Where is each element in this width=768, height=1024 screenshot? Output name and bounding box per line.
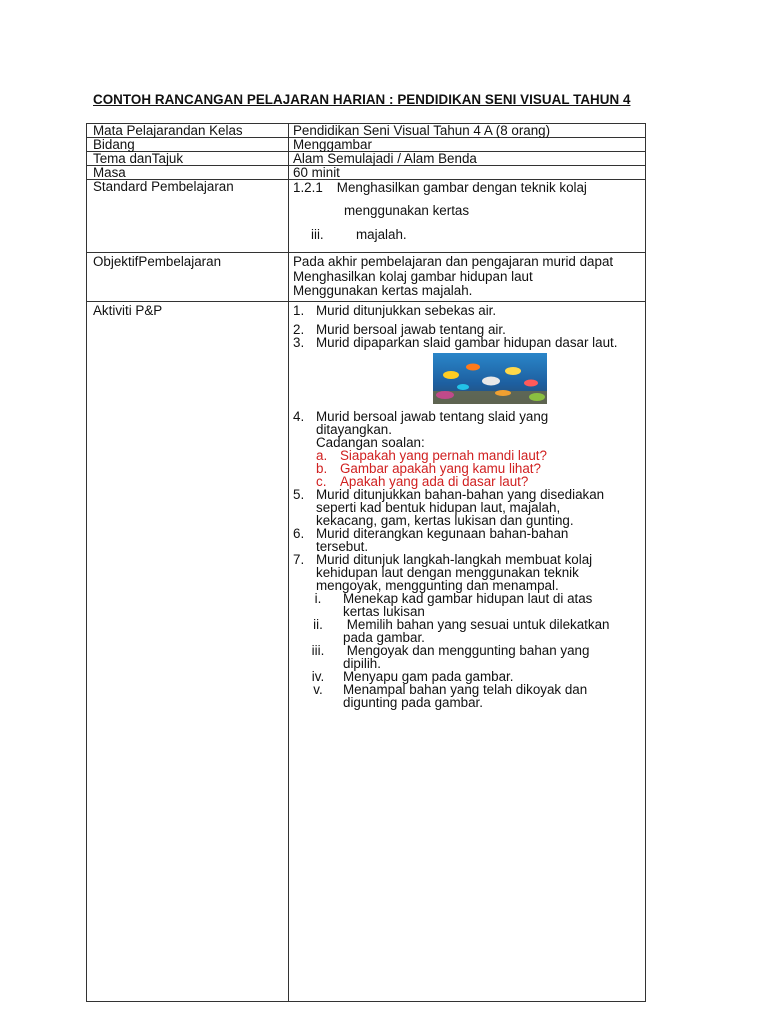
item-continuation: kekacang, gam, kertas lukisan dan gunting. bbox=[316, 513, 574, 528]
page-title: CONTOH RANCANGAN PELAJARAN HARIAN : PENDIDIKAN SENI VISUAL TAHUN 4 bbox=[93, 92, 631, 107]
standard-code: 1.2.1 bbox=[293, 180, 323, 195]
step-continuation: pada gambar. bbox=[343, 630, 425, 645]
step-numeral: iii. bbox=[311, 643, 325, 658]
item-continuation: mengoyak, menggunting dan menampal. bbox=[316, 578, 559, 593]
list-item bbox=[293, 336, 641, 349]
step-numeral: v. bbox=[313, 682, 323, 697]
step-numeral: i. bbox=[314, 591, 322, 606]
table-row bbox=[87, 124, 646, 138]
fish-shape bbox=[457, 384, 469, 390]
step-text: Mengoyak dan menggunting bahan yang bbox=[343, 643, 590, 658]
table-row bbox=[87, 180, 646, 253]
row-label-objektif: ObjektifPembelajaran bbox=[87, 253, 289, 302]
objektif-line: Pada akhir pembelajaran dan pengajaran murid dapat bbox=[293, 254, 614, 269]
fish-shape bbox=[524, 380, 538, 387]
item-continuation: seperti kad bentuk hidupan laut, majalah, bbox=[316, 500, 561, 515]
standard-roman: iii. bbox=[311, 227, 324, 242]
fish-shape bbox=[443, 371, 459, 379]
item-number: 7. bbox=[293, 552, 305, 567]
step-text: Menampal bahan yang telah dikoyak dan bbox=[343, 682, 588, 697]
row-value-tema: Alam Semulajadi / Alam Benda bbox=[289, 152, 646, 166]
item-text: Murid dipaparkan slaid gambar hidupan dasar laut. bbox=[316, 335, 618, 350]
row-value-standard bbox=[289, 180, 646, 253]
step-continuation: dipilih. bbox=[343, 656, 381, 671]
lesson-plan-table bbox=[86, 123, 646, 1002]
table-row bbox=[87, 166, 646, 180]
step-text: Menyapu gam pada gambar. bbox=[343, 669, 514, 684]
step-continuation: kertas lukisan bbox=[343, 604, 425, 619]
coral-shape bbox=[436, 391, 454, 399]
coral-shape bbox=[495, 390, 511, 396]
question-text: Gambar apakah yang kamu lihat? bbox=[340, 461, 541, 476]
step-text: Menekap kad gambar hidupan laut di atas bbox=[343, 591, 593, 606]
row-label-tema: Tema danTajuk bbox=[87, 152, 289, 166]
fish-shape bbox=[505, 367, 521, 375]
item-number: 2. bbox=[293, 322, 305, 337]
item-continuation: tersebut. bbox=[316, 539, 369, 554]
table-row bbox=[87, 152, 646, 166]
step-numeral: ii. bbox=[313, 617, 323, 632]
question-text: Apakah yang ada di dasar laut? bbox=[340, 474, 529, 489]
row-value-aktiviti bbox=[289, 302, 646, 1002]
row-label-mata-pelajaran: Mata Pelajarandan Kelas bbox=[87, 124, 289, 138]
standard-line-1 bbox=[293, 180, 641, 199]
item-number: 6. bbox=[293, 526, 305, 541]
underwater-fish-image bbox=[433, 353, 547, 404]
row-label-aktiviti: Aktiviti P&P bbox=[87, 302, 289, 1002]
item-continuation: Cadangan soalan: bbox=[316, 435, 425, 450]
row-value-bidang: Menggambar bbox=[289, 138, 646, 152]
item-number: 1. bbox=[293, 303, 305, 318]
standard-line-3 bbox=[293, 223, 641, 247]
row-label-bidang: Bidang bbox=[87, 138, 289, 152]
item-text: Murid bersoal jawab tentang slaid yang bbox=[316, 409, 549, 424]
list-item bbox=[293, 319, 641, 336]
item-text: Murid ditunjukkan bahan-bahan yang disediakan bbox=[316, 487, 605, 502]
item-number: 5. bbox=[293, 487, 305, 502]
step-numeral: iv. bbox=[311, 669, 325, 684]
item-number: 3. bbox=[293, 335, 305, 350]
row-value-masa: 60 minit bbox=[289, 166, 646, 180]
question-letter: a. bbox=[316, 448, 328, 463]
step-continuation: digunting pada gambar. bbox=[343, 695, 483, 710]
objektif-line: Menghasilkan kolaj gambar hidupan laut bbox=[293, 268, 533, 284]
question-letter: b. bbox=[316, 461, 328, 476]
table-row bbox=[87, 253, 646, 302]
item-text: Murid ditunjukkan sebekas air. bbox=[316, 303, 497, 318]
item-continuation: ditayangkan. bbox=[316, 422, 392, 437]
standard-text-1: Menghasilkan gambar dengan teknik kolaj bbox=[336, 180, 587, 195]
item-continuation: kehidupan laut dengan menggunakan teknik bbox=[316, 565, 579, 580]
fish-shape bbox=[482, 377, 500, 386]
standard-line-2: menggunakan kertas bbox=[344, 203, 470, 218]
question-letter: c. bbox=[316, 474, 327, 489]
row-value-objektif bbox=[289, 253, 646, 302]
row-label-masa: Masa bbox=[87, 166, 289, 180]
fish-shape bbox=[466, 364, 480, 371]
item-text: Murid diterangkan kegunaan bahan-bahan bbox=[316, 526, 569, 541]
coral-shape bbox=[529, 393, 545, 401]
question-text: Siapakah yang pernah mandi laut? bbox=[340, 448, 547, 463]
item-text: Murid bersoal jawab tentang air. bbox=[316, 322, 506, 337]
table-row bbox=[87, 302, 646, 1002]
row-value-mata-pelajaran: Pendidikan Seni Visual Tahun 4 A (8 orang) bbox=[289, 124, 646, 138]
table-row bbox=[87, 138, 646, 152]
item-text: Murid ditunjuk langkah-langkah membuat kolaj bbox=[316, 552, 593, 567]
list-item bbox=[293, 302, 641, 319]
objektif-line: Menggunakan kertas majalah. bbox=[293, 283, 473, 298]
row-label-standard: Standard Pembelajaran bbox=[87, 180, 289, 253]
item-number: 4. bbox=[293, 409, 305, 424]
step-text: Memilih bahan yang sesuai untuk dilekatkan bbox=[343, 617, 610, 632]
standard-roman-text: majalah. bbox=[356, 227, 407, 242]
